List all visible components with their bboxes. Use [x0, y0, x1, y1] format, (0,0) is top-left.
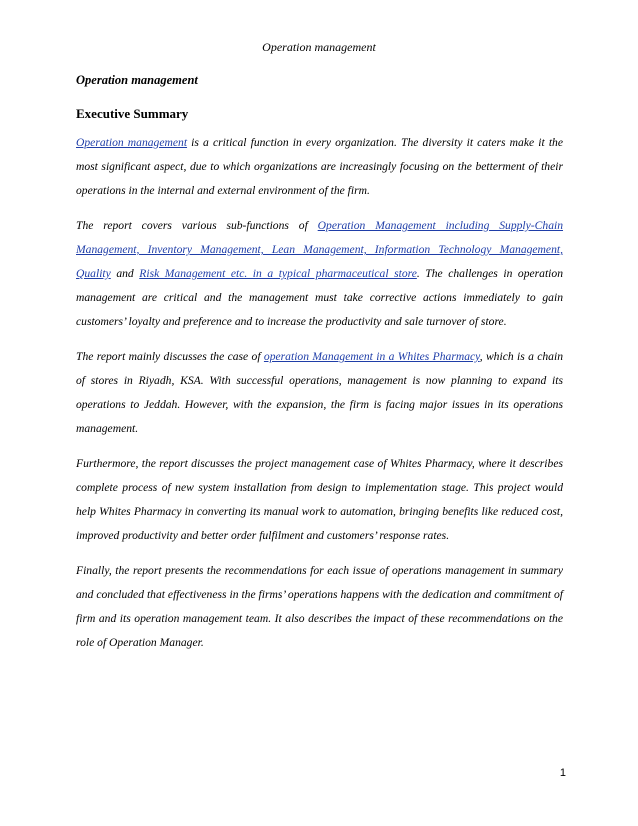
paragraph-3	[76, 345, 563, 441]
paragraph-2-text-c: . The challenges in operation management are critical and the management must take corrective actions immediately to gain customers’ loyalty and preference and to increase the productivity and sale turnover of store.	[76, 267, 564, 328]
paragraph-4-text: Furthermore, the report discusses the project management case of Whites Pharmacy, where it describes complete process of new system installation from design to implementation stage. This project would help Whites Pharmacy in converting its manual work to automation, bringing benefits like reduced cost, improved productivity and better order fulfilment and customers’ response rates.	[76, 457, 563, 542]
paragraph-3-text-a: The report mainly discusses the case of	[76, 350, 264, 363]
document-body	[76, 131, 563, 666]
paragraph-1	[76, 131, 563, 203]
paragraph-5	[76, 559, 563, 655]
paragraph-2-text-a: The report covers various sub-functions of	[76, 219, 318, 232]
page-number: 1	[559, 767, 566, 779]
link-operation-management-functions[interactable]: Operation Management including Supply-Chain Management, Inventory Management, Lean Management, Information Technology Management, Quality	[76, 219, 564, 280]
section-heading: Executive Summary	[76, 106, 189, 121]
paragraph-5-text: Finally, the report presents the recommendations for each issue of operations management in summary and concluded that effectiveness in the firms’ operations happens with the dedication and commitment of firm and its operation management team. It also describes the impact of these recommendations on the role of Operation Manager.	[76, 564, 563, 649]
paragraph-1-text: is a critical function in every organization. The diversity it caters make it the most significant aspect, due to which organizations are increasingly focusing on the betterment of their operations in the internal and external environment of the firm.	[76, 136, 563, 197]
document-title: Operation management	[76, 73, 198, 87]
link-risk-management[interactable]: Risk Management etc. in a typical pharmaceutical store	[139, 267, 417, 280]
link-whites-pharmacy[interactable]: operation Management in a Whites Pharmacy	[263, 350, 480, 363]
paragraph-2	[76, 214, 563, 334]
paragraph-3-text-b: , which is a chain of stores in Riyadh, KSA. With successful operations, management is now planning to expand its operations to Jeddah. However, with the expansion, the firm is facing major issues in its operations management.	[76, 350, 563, 435]
paragraph-4	[76, 452, 563, 548]
link-operation-management[interactable]: Operation management	[76, 136, 188, 149]
running-header: Operation management	[262, 40, 376, 54]
paragraph-2-text-b: and	[110, 267, 140, 280]
